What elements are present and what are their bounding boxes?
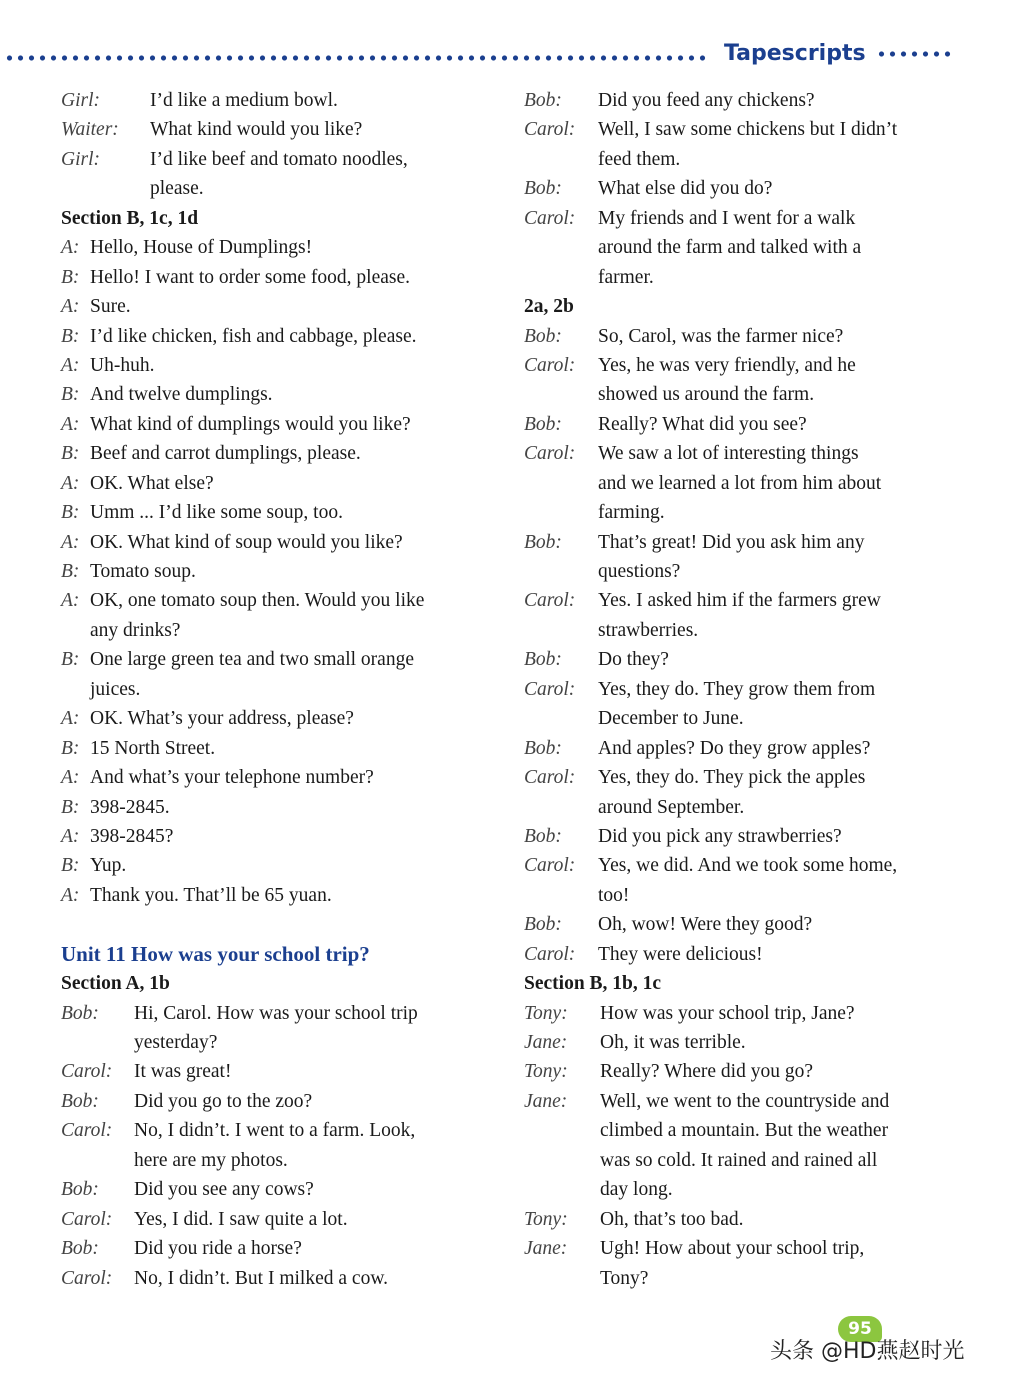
dialogue-text: any drinks?: [90, 619, 181, 641]
speaker-label: Bob:: [524, 178, 562, 200]
dialogue-text: Tomato soup.: [90, 561, 196, 582]
dialogue-text: here are my photos.: [134, 1149, 288, 1171]
speaker-label: Jane:: [524, 1032, 568, 1053]
dialogue-text: Beef and carrot dumplings, please.: [90, 443, 361, 465]
dialogue-text: around the farm and talked with a: [598, 237, 862, 259]
dialogue-text: feed them.: [598, 148, 681, 170]
dialogue-line: [524, 263, 964, 292]
dialogue-line: [524, 1116, 964, 1145]
speaker-label: Jane:: [524, 1090, 568, 1112]
dialogue-text: I’d like beef and tomato noodles,: [150, 148, 408, 170]
speaker-label: B:: [61, 649, 80, 671]
page-number-badge: 95: [838, 1316, 882, 1342]
dialogue-line: [524, 1146, 964, 1175]
dialogue-text: Yes. I asked him if the farmers grew: [598, 590, 881, 612]
dialogue-line: [61, 263, 511, 292]
dialogue-line: [61, 292, 511, 321]
dialogue-text: No, I didn’t. But I milked a cow.: [134, 1267, 389, 1289]
dialogue-line: [524, 763, 964, 792]
dialogue-line: [524, 498, 964, 527]
section-heading-text: Section A, 1b: [61, 973, 170, 995]
speaker-label: Carol:: [61, 1208, 113, 1230]
dialogue-line: [524, 999, 964, 1028]
dialogue-text: I’d like chicken, fish and cabbage, please.: [90, 325, 417, 347]
dialogue-text: Tony?: [600, 1267, 649, 1289]
dialogue-text: Did you pick any strawberries?: [598, 825, 842, 847]
header-title: Tapescripts: [724, 41, 866, 66]
speaker-label: Bob:: [524, 825, 562, 847]
dialogue-text: They were delicious!: [598, 943, 763, 965]
dialogue-text: What kind would you like?: [150, 119, 363, 141]
dialogue-text: Hi, Carol. How was your school trip: [134, 1002, 418, 1024]
dialogue-text: day long.: [600, 1179, 673, 1201]
dialogue-line: [524, 586, 964, 615]
speaker-label: Tony:: [524, 1061, 568, 1083]
dialogue-text: juices.: [90, 678, 141, 700]
dialogue-text: Uh-huh.: [90, 354, 155, 376]
speaker-label: A:: [61, 825, 80, 847]
speaker-label: Carol:: [524, 767, 576, 789]
dialogue-text: What kind of dumplings would you like?: [90, 413, 411, 435]
dialogue-line: [524, 793, 964, 822]
dialogue-line: [61, 793, 511, 822]
dialogue-text: Really? What did you see?: [598, 413, 807, 435]
dialogue-text: was so cold. It rained and rained all: [600, 1149, 878, 1171]
dialogue-line: [524, 1028, 964, 1057]
speaker-label: Bob:: [61, 1002, 99, 1024]
dialogue-text: Hello, House of Dumplings!: [90, 237, 313, 259]
speaker-label: Bob:: [524, 90, 562, 111]
dialogue-line: [61, 851, 511, 880]
dialogue-text: OK. What else?: [90, 472, 214, 494]
speaker-label: B:: [61, 561, 80, 582]
speaker-label: B:: [61, 325, 80, 347]
speaker-label: A:: [61, 413, 80, 435]
dialogue-line: [61, 1146, 511, 1175]
speaker-label: Carol:: [524, 590, 576, 612]
dialogue-text: Really? Where did you go?: [600, 1061, 813, 1083]
dialogue-text: climbed a mountain. But the weather: [600, 1120, 889, 1142]
speaker-label: Carol:: [61, 1061, 113, 1083]
dialogue-text: OK. What’s your address, please?: [90, 708, 354, 730]
speaker-label: Bob:: [61, 1238, 99, 1260]
dialogue-text: Do they?: [598, 649, 669, 671]
speaker-label: Jane:: [524, 1238, 568, 1260]
speaker-label: Carol:: [61, 1120, 113, 1142]
dialogue-text: Did you see any cows?: [134, 1179, 314, 1201]
dialogue-line: [524, 734, 964, 763]
dialogue-line: [61, 86, 511, 115]
dialogue-line: [524, 645, 964, 674]
dialogue-line: [61, 233, 511, 262]
section-heading-text: Section B, 1c, 1d: [61, 207, 199, 229]
dialogue-line: [61, 1175, 511, 1204]
speaker-label: A:: [61, 590, 80, 612]
speaker-label: B:: [61, 502, 80, 524]
section-heading: [524, 969, 964, 998]
dialogue-line: [61, 322, 511, 351]
dialogue-line: [524, 704, 964, 733]
speaker-label: Bob:: [524, 737, 562, 759]
dialogue-text: December to June.: [598, 708, 744, 730]
unit-title-text: Unit 11 How was your school trip?: [61, 941, 370, 966]
dialogue-line: [524, 881, 964, 910]
dialogue-text: too!: [598, 884, 630, 906]
dialogue-line: [524, 1234, 964, 1263]
dialogue-text: Yes, they do. They grow them from: [598, 678, 876, 700]
speaker-label: Bob:: [524, 413, 562, 435]
speaker-label: A:: [61, 884, 80, 906]
dotted-rule-left: [4, 54, 710, 62]
dialogue-line: [61, 881, 511, 910]
dialogue-line: [524, 1175, 964, 1204]
dialogue-text: We saw a lot of interesting things: [598, 443, 859, 465]
speaker-label: Girl:: [61, 90, 100, 111]
section-heading: [61, 969, 511, 998]
dialogue-text: And apples? Do they grow apples?: [598, 737, 871, 759]
dialogue-text: That’s great! Did you ask him any: [598, 531, 865, 553]
dialogue-line: [61, 351, 511, 380]
speaker-label: Bob:: [524, 531, 562, 553]
dialogue-line: [61, 645, 511, 674]
dialogue-text: yesterday?: [134, 1032, 218, 1053]
section-heading-text: Section B, 1b, 1c: [524, 973, 662, 995]
dialogue-line: [61, 999, 511, 1028]
speaker-label: Girl:: [61, 148, 100, 170]
dialogue-text: Oh, wow! Were they good?: [598, 914, 813, 936]
dialogue-line: [524, 528, 964, 557]
speaker-label: Bob:: [61, 1090, 99, 1112]
speaker-label: Tony:: [524, 1002, 568, 1024]
dialogue-line: [61, 616, 511, 645]
dialogue-line: [524, 851, 964, 880]
dialogue-line: [61, 1057, 511, 1086]
speaker-label: Carol:: [524, 207, 576, 229]
dialogue-line: [61, 704, 511, 733]
speaker-label: A:: [61, 531, 80, 553]
dialogue-line: [524, 557, 964, 586]
speaker-label: B:: [61, 384, 80, 406]
dialogue-line: [524, 410, 964, 439]
dialogue-text: And twelve dumplings.: [90, 384, 273, 406]
dialogue-line: [524, 1087, 964, 1116]
dialogue-line: [524, 940, 964, 969]
dialogue-text: My friends and I went for a walk: [598, 207, 856, 229]
speaker-label: A:: [61, 708, 80, 730]
dialogue-line: [524, 233, 964, 262]
dialogue-line: [524, 351, 964, 380]
speaker-label: B:: [61, 796, 80, 818]
speaker-label: A:: [61, 767, 80, 789]
section-heading-text: 2a, 2b: [524, 296, 574, 318]
speaker-label: B:: [61, 855, 80, 877]
speaker-label: A:: [61, 296, 80, 318]
dialogue-text: It was great!: [134, 1061, 232, 1083]
dialogue-line: [524, 145, 964, 174]
dialogue-text: farmer.: [598, 266, 654, 288]
dialogue-line: [61, 469, 511, 498]
dialogue-text: Ugh! How about your school trip,: [600, 1238, 865, 1260]
right-column: [524, 86, 964, 1293]
dialogue-line: [524, 204, 964, 233]
dialogue-text: Hello! I want to order some food, please.: [90, 266, 411, 288]
dialogue-line: [61, 439, 511, 468]
dialogue-line: [61, 763, 511, 792]
dialogue-line: [61, 145, 511, 174]
speaker-label: A:: [61, 354, 80, 376]
dialogue-line: [524, 174, 964, 203]
dialogue-line: [61, 734, 511, 763]
dialogue-line: [61, 557, 511, 586]
speaker-label: Carol:: [61, 1267, 113, 1289]
dialogue-text: Yes, they do. They pick the apples: [598, 767, 866, 789]
dialogue-line: [61, 1028, 511, 1057]
dialogue-line: [524, 1205, 964, 1234]
dialogue-text: 15 North Street.: [90, 737, 216, 759]
dialogue-line: [524, 675, 964, 704]
dialogue-text: Did you go to the zoo?: [134, 1090, 313, 1112]
speaker-label: A:: [61, 472, 80, 494]
speaker-label: Bob:: [524, 649, 562, 671]
speaker-label: Carol:: [524, 678, 576, 700]
section-heading: [61, 204, 511, 233]
dialogue-text: Did you feed any chickens?: [598, 90, 815, 111]
speaker-label: Carol:: [524, 943, 576, 965]
dialogue-text: Well, I saw some chickens but I didn’t: [598, 119, 898, 141]
dialogue-text: Well, we went to the countryside and: [600, 1090, 890, 1112]
dialogue-line: [524, 469, 964, 498]
speaker-label: Bob:: [61, 1179, 99, 1201]
dialogue-text: Yes, I did. I saw quite a lot.: [134, 1208, 348, 1230]
speaker-label: Bob:: [524, 914, 562, 936]
dialogue-text: Umm ... I’d like some soup, too.: [90, 502, 343, 524]
dialogue-line: [61, 1264, 511, 1293]
speaker-label: A:: [61, 237, 80, 259]
spacer: [61, 910, 511, 939]
speaker-label: Carol:: [524, 354, 576, 376]
dialogue-text: around September.: [598, 796, 745, 818]
dialogue-text: 398-2845?: [90, 825, 174, 847]
dialogue-line: [524, 380, 964, 409]
dialogue-text: please.: [150, 178, 204, 200]
speaker-label: Bob:: [524, 325, 562, 347]
dialogue-text: questions?: [598, 561, 681, 582]
dotted-rule-right: [876, 50, 952, 58]
dialogue-line: [524, 1057, 964, 1086]
speaker-label: B:: [61, 443, 80, 465]
dialogue-text: Thank you. That’ll be 65 yuan.: [90, 884, 332, 906]
dialogue-text: No, I didn’t. I went to a farm. Look,: [134, 1120, 416, 1142]
dialogue-line: [524, 439, 964, 468]
dialogue-text: farming.: [598, 502, 665, 524]
dialogue-text: One large green tea and two small orange: [90, 649, 414, 671]
dialogue-line: [524, 910, 964, 939]
dialogue-line: [61, 1087, 511, 1116]
dialogue-text: OK, one tomato soup then. Would you like: [90, 590, 425, 612]
speaker-label: B:: [61, 266, 80, 288]
dialogue-text: Oh, that’s too bad.: [600, 1208, 744, 1230]
dialogue-line: [61, 675, 511, 704]
dialogue-line: [61, 528, 511, 557]
speaker-label: Tony:: [524, 1208, 568, 1230]
dialogue-text: Yes, we did. And we took some home,: [598, 855, 898, 877]
dialogue-line: [524, 822, 964, 851]
section-heading: [524, 292, 964, 321]
dialogue-text: Yup.: [90, 855, 127, 877]
dialogue-text: and we learned a lot from him about: [598, 472, 882, 494]
dialogue-line: [61, 498, 511, 527]
dialogue-text: Sure.: [90, 296, 131, 318]
dialogue-line: [61, 410, 511, 439]
dialogue-line: [524, 322, 964, 351]
dialogue-line: [61, 822, 511, 851]
dialogue-text: And what’s your telephone number?: [90, 767, 374, 789]
dialogue-line: [61, 1234, 511, 1263]
dialogue-line: [61, 380, 511, 409]
watermark: 头条 @HD燕赵时光: [770, 1339, 965, 1364]
dialogue-text: strawberries.: [598, 619, 699, 641]
speaker-label: Carol:: [524, 855, 576, 877]
dialogue-line: [524, 616, 964, 645]
dialogue-text: So, Carol, was the farmer nice?: [598, 325, 844, 347]
unit-title: [61, 940, 511, 969]
dialogue-text: How was your school trip, Jane?: [600, 1002, 855, 1024]
dialogue-line: [61, 174, 511, 203]
dialogue-text: What else did you do?: [598, 178, 773, 200]
dialogue-text: OK. What kind of soup would you like?: [90, 531, 403, 553]
page-header: [0, 40, 1024, 72]
dialogue-line: [524, 1264, 964, 1293]
speaker-label: Carol:: [524, 119, 576, 141]
dialogue-text: Yes, he was very friendly, and he: [598, 354, 856, 376]
left-column: [61, 86, 511, 1293]
dialogue-line: [61, 586, 511, 615]
speaker-label: Carol:: [524, 443, 576, 465]
dialogue-text: I’d like a medium bowl.: [150, 90, 338, 111]
dialogue-text: Oh, it was terrible.: [600, 1032, 746, 1053]
dialogue-line: [61, 1205, 511, 1234]
dialogue-text: 398-2845.: [90, 796, 170, 818]
dialogue-line: [524, 115, 964, 144]
dialogue-line: [61, 1116, 511, 1145]
dialogue-line: [61, 115, 511, 144]
speaker-label: Waiter:: [61, 119, 119, 141]
dialogue-text: showed us around the farm.: [598, 384, 815, 406]
dialogue-line: [524, 86, 964, 115]
dialogue-text: Did you ride a horse?: [134, 1238, 302, 1260]
speaker-label: B:: [61, 737, 80, 759]
